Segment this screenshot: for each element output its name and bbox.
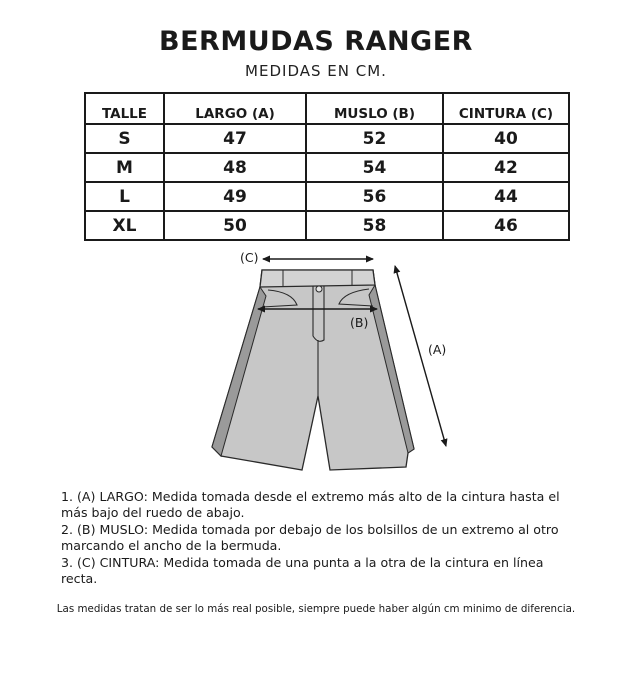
column-header-largo: LARGO (A) <box>164 93 306 124</box>
label-c: (C) <box>240 250 259 265</box>
page-title: BERMUDAS RANGER <box>159 26 473 57</box>
largo-cell: 47 <box>164 124 306 153</box>
muslo-cell: 52 <box>306 124 443 153</box>
cintura-cell: 40 <box>443 124 569 153</box>
disclaimer: Las medidas tratan de ser lo más real posible, siempre puede haber algún cm minimo de diferencia. <box>56 603 576 615</box>
measurement-notes <box>61 489 571 587</box>
largo-cell: 49 <box>164 182 306 211</box>
muslo-cell: 54 <box>306 153 443 182</box>
column-header-cintura: CINTURA (C) <box>443 93 569 124</box>
cintura-cell: 44 <box>443 182 569 211</box>
size-cell: L <box>85 182 164 211</box>
size-cell: S <box>85 124 164 153</box>
note-muslo: 2. (B) MUSLO: Medida tomada por debajo de los bolsillos de un extremo al otro marcando el ancho de la bermuda. <box>61 521 559 554</box>
largo-cell: 48 <box>164 153 306 182</box>
column-header-muslo: MUSLO (B) <box>306 93 443 124</box>
shorts-illustration <box>212 270 414 470</box>
muslo-cell: 56 <box>306 182 443 211</box>
size-cell: XL <box>85 211 164 240</box>
page-subtitle: MEDIDAS EN CM. <box>245 62 387 80</box>
muslo-cell: 58 <box>306 211 443 240</box>
largo-cell: 50 <box>164 211 306 240</box>
label-a: (A) <box>428 342 447 357</box>
note-largo: 1. (A) LARGO: Medida tomada desde el extremo más alto de la cintura hasta el más bajo del ruedo de abajo. <box>61 489 560 521</box>
note-cintura: 3. (C) CINTURA: Medida tomada de una punta a la otra de la cintura en línea recta. <box>61 554 544 587</box>
label-b: (B) <box>350 315 369 330</box>
cintura-cell: 46 <box>443 211 569 240</box>
column-header-talle: TALLE <box>85 93 164 124</box>
cintura-cell: 42 <box>443 153 569 182</box>
size-cell: M <box>85 153 164 182</box>
